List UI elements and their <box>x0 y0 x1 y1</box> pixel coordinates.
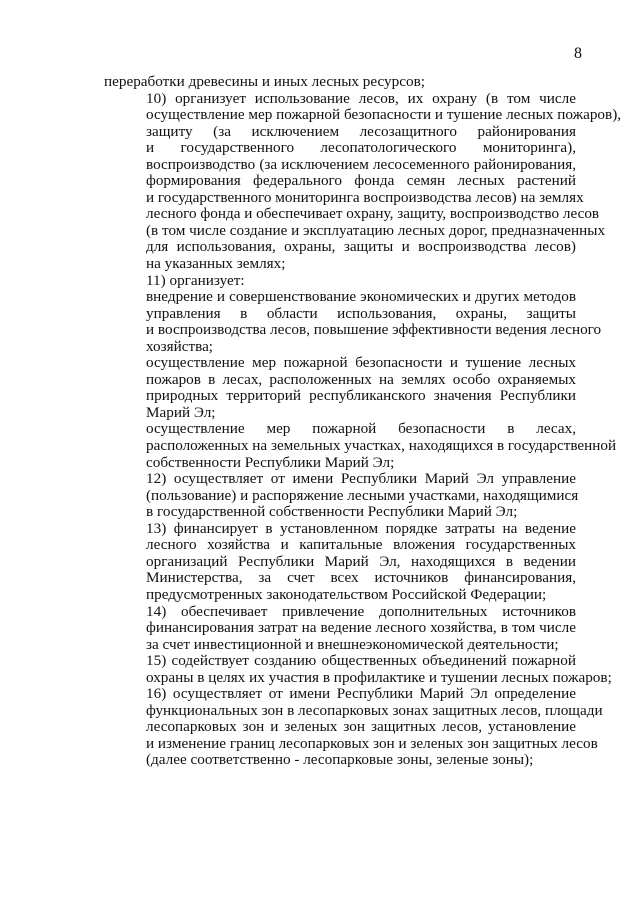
text-line: 12) осуществляет от имени Республики Марий Эл управление <box>146 470 576 488</box>
paragraph-p15 <box>104 652 612 686</box>
text-line: собственности Республики Марий Эл; <box>146 453 395 471</box>
text-line: лесопарковых зон и зеленых зон защитных лесов, установление <box>146 718 576 736</box>
text-line: и воспроизводства лесов, повышение эффективности ведения лесного <box>146 321 602 339</box>
text-line: на указанных землях; <box>146 255 286 273</box>
paragraph-p0 <box>104 74 576 91</box>
text-line: (далее соответственно - лесопарковые зоны, зеленые зоны); <box>146 751 534 769</box>
text-line: осуществление мер пожарной безопасности и тушение лесных пожаров), <box>146 106 622 124</box>
text-line: предусмотренных законодательством Российской Федерации; <box>146 585 547 603</box>
text-line: (пользование) и распоряжение лесными участками, находящимися <box>146 486 579 504</box>
paragraph-p14 <box>104 604 576 654</box>
paragraph-p11a <box>104 288 602 355</box>
text-line: воспроизводство (за исключением лесосеменного районирования, <box>146 155 576 173</box>
text-line: Министерства, за счет всех источников финансирования, <box>146 569 576 587</box>
text-line: осуществление мер пожарной безопасности в лесах, <box>146 420 576 438</box>
text-line: финансирования затрат на ведение лесного хозяйства, в том числе <box>146 619 576 637</box>
page-number: 8 <box>574 45 582 62</box>
text-line: Марий Эл; <box>146 403 216 421</box>
text-line: природных территорий республиканского значения Республики <box>146 387 576 405</box>
text-line: лесного фонда и обеспечивает охрану, защиту, воспроизводство лесов <box>146 205 600 223</box>
text-line: организаций Республики Марий Эл, находящихся в ведении <box>146 552 576 570</box>
text-line: и государственного мониторинга воспроизводства лесов) на землях <box>146 188 584 206</box>
paragraph-p10 <box>104 89 622 273</box>
text-line: защиту (за исключением лесозащитного районирования <box>146 122 576 140</box>
text-line: и государственного лесопатологического мониторинга), <box>146 139 576 157</box>
text-line: лесного хозяйства и капитальные вложения государственных <box>146 536 576 554</box>
text-line: управления в области использования, охраны, защиты <box>146 304 576 322</box>
text-line: для использования, охраны, защиты и воспроизводства лесов) <box>146 238 576 256</box>
text-line: в государственной собственности Республики Марий Эл; <box>146 503 518 521</box>
text-line: хозяйства; <box>146 337 214 355</box>
text-line: осуществление мер пожарной безопасности и тушение лесных <box>146 354 576 372</box>
text-line: пожаров в лесах, расположенных на землях особо охраняемых <box>146 370 576 388</box>
text-line: за счет инвестиционной и внешнеэкономической деятельности; <box>146 635 559 653</box>
text-line: функциональных зон в лесопарковых зонах защитных лесов, площади <box>146 701 603 719</box>
text-line: внедрение и совершенствование экономических и других методов <box>146 288 576 306</box>
text-line: 15) содействует созданию общественных объединений пожарной <box>146 652 576 670</box>
paragraph-p13 <box>104 521 576 604</box>
paragraph-p16 <box>104 685 603 769</box>
paragraph-p11 <box>104 273 576 290</box>
paragraph-p11c <box>104 420 617 471</box>
paragraph-p12 <box>104 470 579 521</box>
text-line: формирования федерального фонда семян лесных растений <box>146 172 576 190</box>
paragraph-p11b <box>104 355 576 421</box>
text-line: 11) организует: <box>146 271 245 289</box>
text-line: расположенных на земельных участках, находящихся в государственной <box>146 437 617 455</box>
document-body <box>104 73 622 769</box>
text-line: 10) организует использование лесов, их охрану (в том числе <box>146 89 576 107</box>
text-line: (в том числе создание и эксплуатацию лесных дорог, предназначенных <box>146 221 606 239</box>
text-line: 14) обеспечивает привлечение дополнительных источников <box>146 602 576 620</box>
text-line: охраны в целях их участия в профилактике и тушении лесных пожаров; <box>146 668 612 686</box>
text-line: 13) финансирует в установленном порядке затраты на ведение <box>146 519 576 537</box>
text-line: переработки древесины и иных лесных ресурсов; <box>104 73 425 90</box>
text-line: 16) осуществляет от имени Республики Марий Эл определение <box>146 685 576 703</box>
text-line: и изменение границ лесопарковых зон и зеленых зон защитных лесов <box>146 734 598 752</box>
